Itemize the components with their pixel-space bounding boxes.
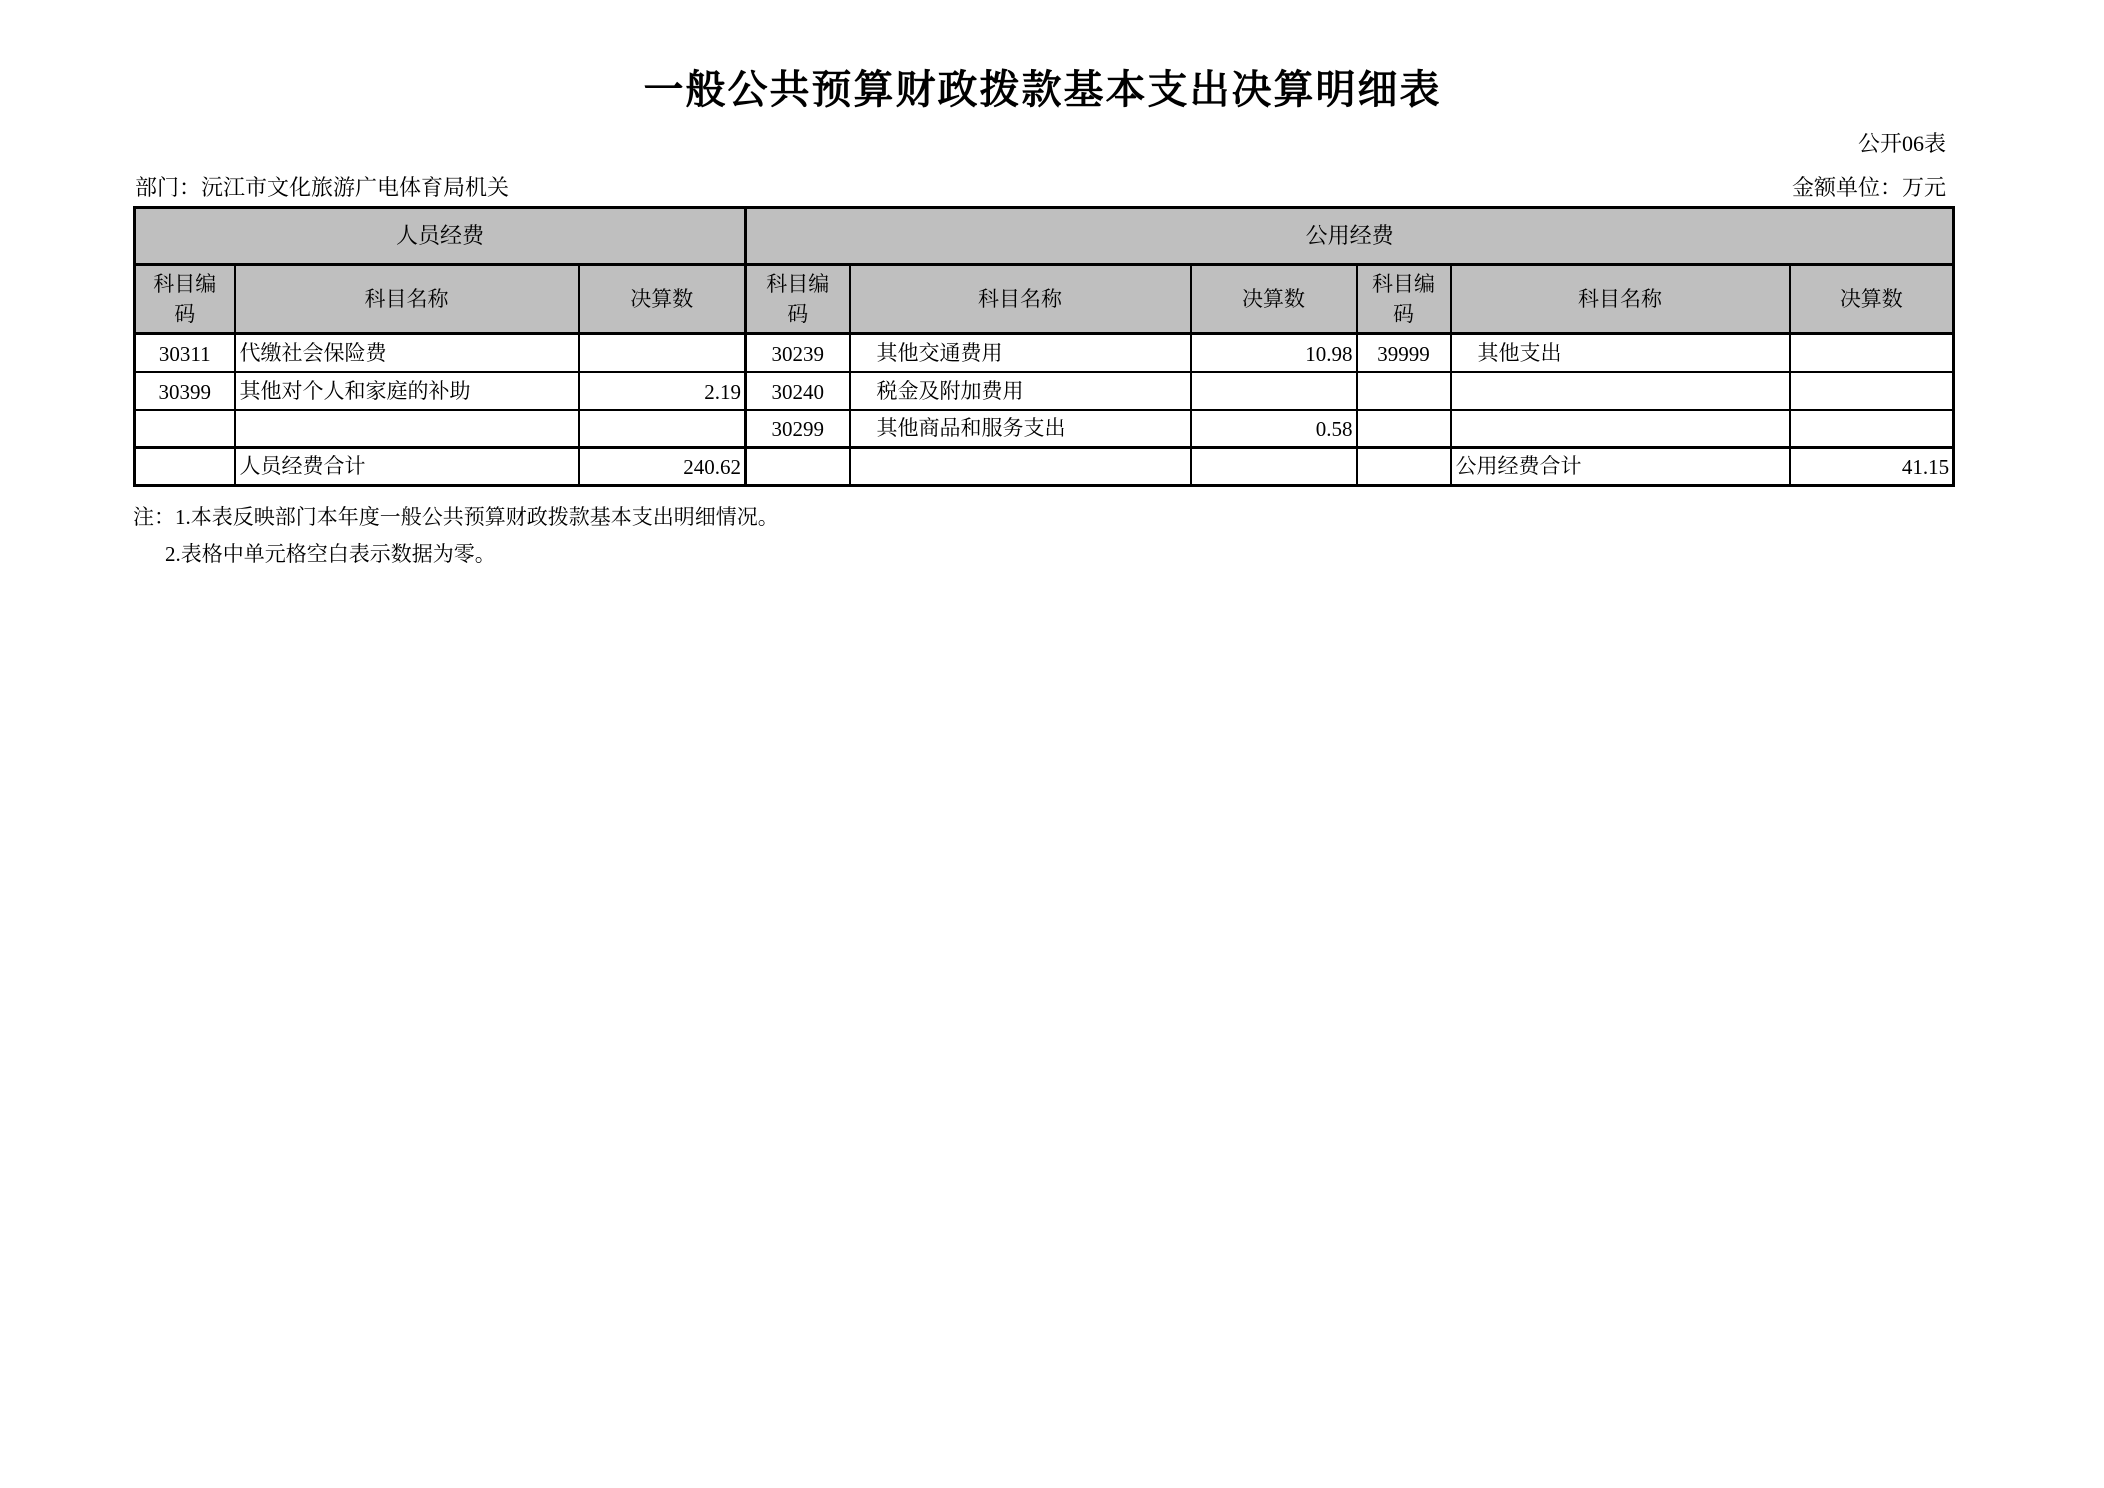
col-header-amount-1: 决算数 [579,265,746,334]
public-total-amount: 41.15 [1790,448,1954,486]
cell-amount: 0.58 [1191,410,1357,448]
department-label: 部门：沅江市文化旅游广电体育局机关 [135,175,510,200]
cell-subject-name [1451,410,1790,448]
cell-code [746,448,850,486]
col-header-subject-name-1: 科目名称 [235,265,579,334]
cell-amount [1191,448,1357,486]
cell-code: 39999 [1357,334,1451,372]
personnel-total-amount: 240.62 [579,448,746,486]
group-header-row [135,208,1954,265]
cell-amount [1790,334,1954,372]
cell-amount [579,410,746,448]
col-header-subject-name-2: 科目名称 [850,265,1191,334]
col-header-amount-3: 决算数 [1790,265,1954,334]
group-header-public: 公用经费 [746,208,1954,265]
table-row [135,372,1954,410]
cell-subject-name: 其他交通费用 [850,334,1191,372]
cell-subject-name: 其他对个人和家庭的补助 [235,372,579,410]
cell-subject-name [235,410,579,448]
cell-subject-name: 税金及附加费用 [850,372,1191,410]
unit-label: 金额单位：万元 [1791,175,1946,200]
cell-code [135,410,235,448]
column-header-row [135,265,1954,334]
table-row [135,334,1954,372]
table-code-line [133,130,1952,158]
group-header-personnel: 人员经费 [135,208,746,265]
cell-subject-name [850,448,1191,486]
totals-row [135,448,1954,486]
col-header-subject-code-2: 科目编码 [746,265,850,334]
col-header-amount-2: 决算数 [1191,265,1357,334]
cell-code: 30299 [746,410,850,448]
meta-line [133,174,1952,202]
cell-amount [1790,410,1954,448]
col-header-subject-code-3: 科目编码 [1357,265,1451,334]
cell-code: 30311 [135,334,235,372]
cell-code: 30240 [746,372,850,410]
personnel-total-label: 人员经费合计 [235,448,579,486]
budget-table [133,206,1955,487]
cell-amount: 10.98 [1191,334,1357,372]
cell-subject-name: 代缴社会保险费 [235,334,579,372]
col-header-subject-code-1: 科目编码 [135,265,235,334]
footnotes [133,499,1952,573]
cell-code [1357,448,1451,486]
note-line-2: 2.表格中单元格空白表示数据为零。 [165,542,496,566]
cell-amount [579,334,746,372]
col-header-subject-name-3: 科目名称 [1451,265,1790,334]
table-row [135,410,1954,448]
note-line-1: 注：1.本表反映部门本年度一般公共预算财政拨款基本支出明细情况。 [133,505,779,529]
cell-code [1357,372,1451,410]
cell-code [1357,410,1451,448]
table-code: 公开06表 [1857,131,1946,156]
cell-subject-name [1451,372,1790,410]
cell-code: 30399 [135,372,235,410]
cell-code: 30239 [746,334,850,372]
report-sheet [133,66,1952,573]
public-total-label: 公用经费合计 [1451,448,1790,486]
cell-amount [1790,372,1954,410]
cell-code [135,448,235,486]
page-title: 一般公共预算财政拨款基本支出决算明细表 [643,67,1442,112]
cell-subject-name: 其他商品和服务支出 [850,410,1191,448]
cell-amount [1191,372,1357,410]
cell-amount: 2.19 [579,372,746,410]
cell-subject-name: 其他支出 [1451,334,1790,372]
